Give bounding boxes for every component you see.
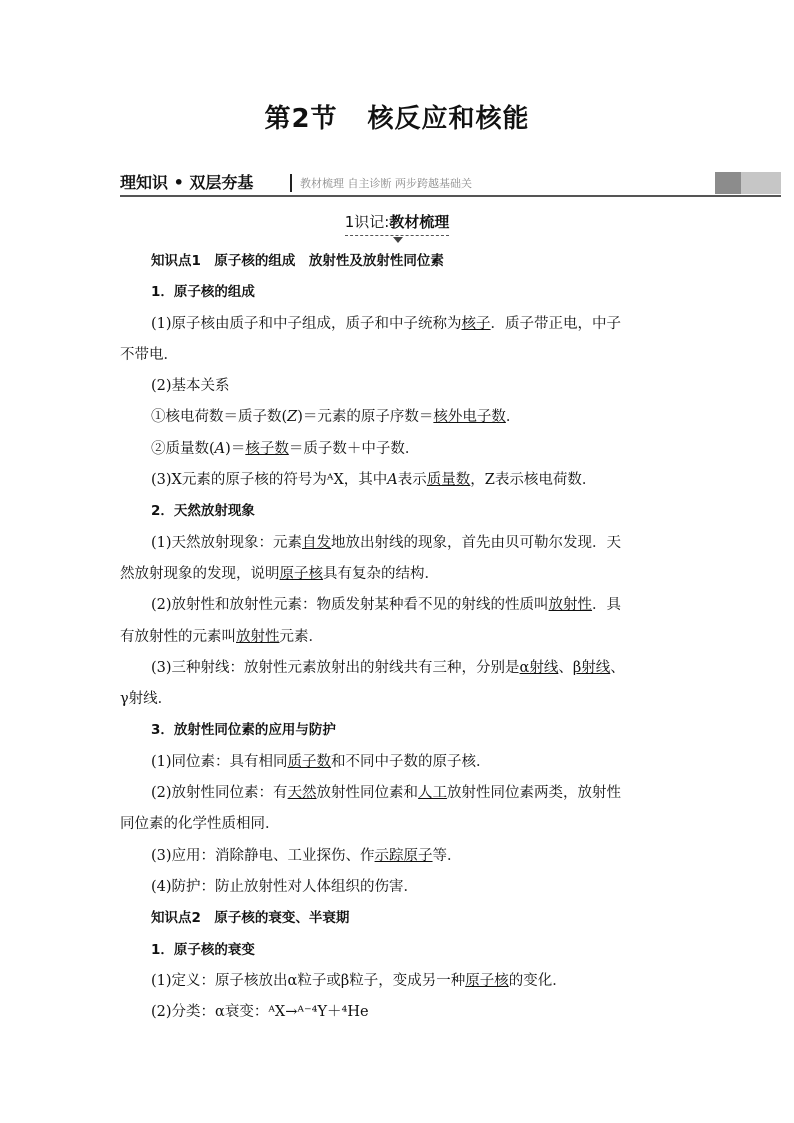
triangle-down-icon bbox=[393, 237, 403, 243]
paragraph-line bbox=[120, 402, 680, 433]
text-run: 的变化． bbox=[508, 972, 567, 989]
text-run: (4)防护：防止放射性对人体组织的伤害． bbox=[151, 878, 419, 895]
underlined-answer: 质量数 bbox=[426, 472, 471, 489]
subheading bbox=[120, 715, 680, 746]
text-run: 3．放射性同位素的应用与防护 bbox=[151, 722, 336, 739]
text-run: 放射性同位素和 bbox=[316, 785, 419, 802]
section-number: 第2节 bbox=[264, 104, 338, 134]
underlined-answer: 原子核 bbox=[279, 565, 323, 582]
section-banner bbox=[120, 172, 781, 196]
text-run: 、 bbox=[610, 659, 625, 676]
text-run: ，Z表示核电荷数． bbox=[470, 472, 597, 489]
text-run: 有放射性的元素叫 bbox=[120, 628, 236, 645]
underlined-answer: 示踪原子 bbox=[374, 847, 433, 864]
document-body bbox=[120, 246, 680, 1028]
knowledge-point-heading bbox=[120, 246, 680, 277]
text-run: ，其中 bbox=[343, 472, 388, 489]
text-run: 、 bbox=[558, 659, 573, 676]
text-run: 地放出射线的现象，首先由贝可勒尔发现．天 bbox=[331, 534, 622, 551]
text-run: 然放射现象的发现，说明 bbox=[120, 565, 280, 582]
text-run: (1)定义：原子核放出α粒子或β粒子，变成另一种 bbox=[151, 972, 466, 989]
underlined-answer: β射线 bbox=[572, 659, 611, 676]
text-run: 元素． bbox=[279, 628, 323, 645]
subheading bbox=[120, 496, 680, 527]
text-run: (3)三种射线：放射性元素放射出的射线共有三种，分别是 bbox=[151, 659, 520, 676]
text-run: 2．天然放射现象 bbox=[151, 503, 255, 520]
underlined-answer: 人工 bbox=[418, 785, 448, 802]
text-run: ． bbox=[505, 409, 521, 426]
text-run: 知识点1 原子核的组成 放射性及放射性同位素 bbox=[151, 253, 444, 269]
paragraph-line bbox=[120, 371, 680, 402]
text-run: 放射性同位素两类，放射性 bbox=[447, 785, 622, 802]
underlined-answer: 核子数 bbox=[245, 440, 289, 457]
paragraph-line bbox=[120, 997, 680, 1028]
text-run: )＝元素的原子序数＝ bbox=[297, 409, 434, 426]
paragraph-line bbox=[120, 622, 680, 653]
underlined-answer: 放射性 bbox=[548, 597, 593, 614]
paragraph-line bbox=[120, 966, 680, 997]
paragraph-line bbox=[120, 465, 680, 496]
text-run: 不带电． bbox=[120, 346, 178, 363]
paragraph-line bbox=[120, 559, 680, 590]
underlined-answer: 放射性 bbox=[236, 628, 280, 645]
underlined-answer: 自发 bbox=[302, 534, 332, 551]
subsection-number: 1 bbox=[344, 213, 355, 231]
text-run: (2)放射性和放射性元素：物质发射某种看不见的射线的性质叫 bbox=[151, 597, 549, 614]
paragraph-line bbox=[120, 590, 680, 621]
text-run: 1．原子核的衰变 bbox=[151, 941, 255, 958]
section-topic: 核反应和核能 bbox=[367, 104, 530, 134]
text-run: (3)X元素的原子核的符号为 bbox=[151, 472, 327, 489]
paragraph-line bbox=[120, 528, 680, 559]
text-run: ②质量数( bbox=[151, 440, 215, 457]
italic-symbol: A bbox=[214, 440, 226, 457]
underlined-answer: 天然 bbox=[287, 785, 317, 802]
text-run: (1)同位素：具有相同 bbox=[151, 753, 288, 770]
underlined-answer: 质子数 bbox=[287, 753, 332, 770]
text-run: (2)基本关系 bbox=[151, 378, 230, 395]
text-run: ①核电荷数＝质子数( bbox=[151, 409, 288, 426]
text-run: 同位素的化学性质相同． bbox=[120, 816, 280, 833]
text-run: (1)天然放射现象：元素 bbox=[151, 534, 303, 551]
paragraph-line bbox=[120, 809, 680, 840]
subsection-heading bbox=[0, 211, 794, 236]
text-run: (1)原子核由质子和中子组成，质子和中子统称为 bbox=[151, 315, 462, 332]
nuclide-symbol: ᴬX bbox=[326, 472, 344, 489]
italic-symbol: Z bbox=[287, 409, 298, 426]
text-run: (2)分类：α衰变： bbox=[151, 1004, 269, 1021]
subheading bbox=[120, 935, 680, 966]
paragraph-line bbox=[120, 340, 680, 371]
banner-dark-block bbox=[715, 172, 741, 194]
text-run: 具有复杂的结构． bbox=[323, 565, 439, 582]
underlined-answer: α射线 bbox=[519, 659, 559, 676]
text-run: γ射线． bbox=[120, 691, 173, 708]
knowledge-point-heading bbox=[120, 903, 680, 934]
underlined-answer: 原子核 bbox=[465, 972, 509, 989]
paragraph-line bbox=[120, 841, 680, 872]
subsection-label: 识记: bbox=[354, 213, 390, 231]
paragraph-line bbox=[120, 684, 680, 715]
banner-light-block bbox=[741, 172, 781, 194]
text-run: 表示 bbox=[397, 472, 427, 489]
paragraph-line bbox=[120, 778, 680, 809]
banner-sub-label: 教材梳理 自主诊断 两步跨越基础关 bbox=[300, 177, 472, 190]
italic-symbol: A bbox=[387, 472, 398, 489]
text-run: )＝ bbox=[225, 440, 246, 457]
text-run: 1．原子核的组成 bbox=[151, 284, 255, 301]
subsection-name: 教材梳理 bbox=[389, 213, 450, 231]
decay-equation: ᴬX→ᴬ⁻⁴Y＋⁴He bbox=[268, 1004, 369, 1021]
banner-rule bbox=[120, 195, 781, 197]
text-run: ．质子带正电，中子 bbox=[490, 315, 622, 332]
text-run: (3)应用：消除静电、工业探伤、作 bbox=[151, 847, 375, 864]
text-run: ＝质子数＋中子数． bbox=[288, 440, 420, 457]
underlined-answer: 核外电子数 bbox=[433, 409, 506, 426]
text-run: 知识点2 原子核的衰变、半衰期 bbox=[151, 910, 350, 927]
banner-main-label: 理知识 • 双层夯基 bbox=[120, 173, 254, 192]
text-run: (2)放射性同位素：有 bbox=[151, 785, 288, 802]
text-run: 等． bbox=[432, 847, 462, 864]
paragraph-line bbox=[120, 747, 680, 778]
paragraph-line bbox=[120, 434, 680, 465]
subheading bbox=[120, 277, 680, 308]
page-title bbox=[0, 98, 794, 135]
paragraph-line bbox=[120, 653, 680, 684]
text-run: ．具 bbox=[592, 597, 622, 614]
paragraph-line bbox=[120, 309, 680, 340]
underlined-answer: 核子 bbox=[461, 315, 491, 332]
banner-divider bbox=[290, 174, 292, 192]
text-run: 和不同中子数的原子核． bbox=[331, 753, 491, 770]
paragraph-line bbox=[120, 872, 680, 903]
